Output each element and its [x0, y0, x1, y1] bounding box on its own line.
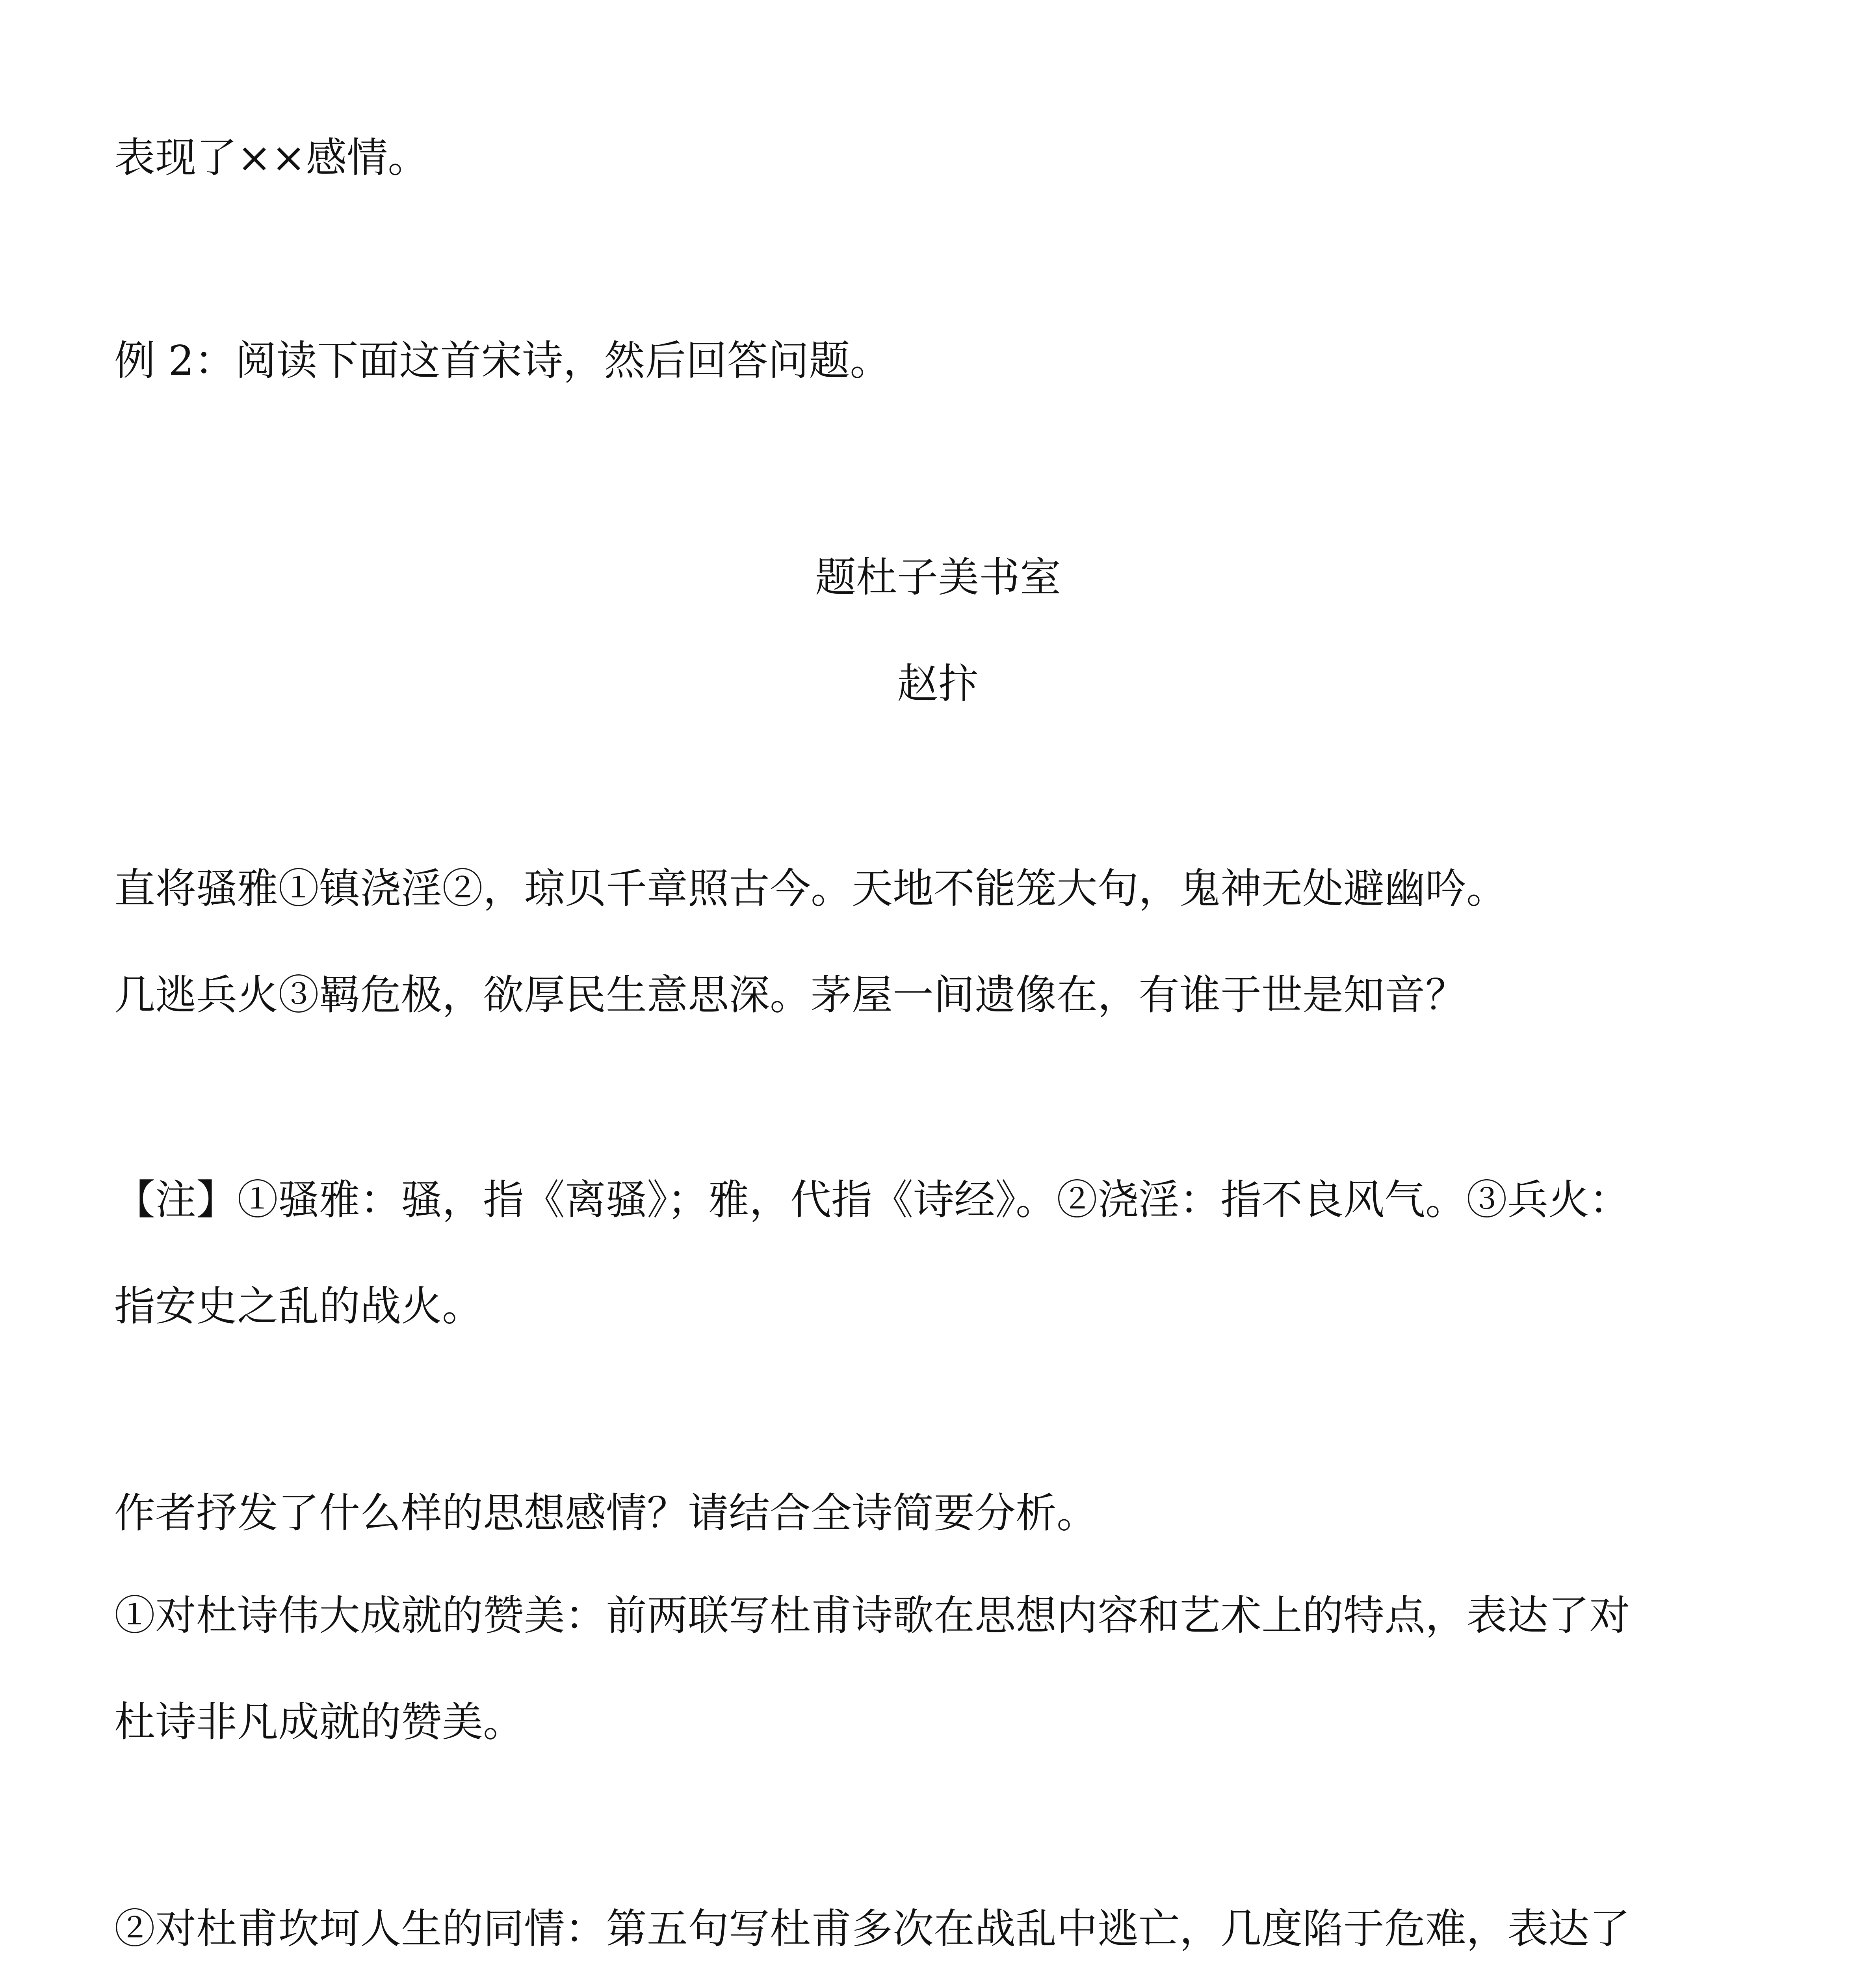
answer-line: ②对杜甫坎坷人生的同情：第五句写杜甫多次在战乱中逃亡，几度陷于危难，表达了	[114, 1905, 1631, 1953]
notes-line: 【注】①骚雅：骚，指《离骚》；雅，代指《诗经》。②浇淫：指不良风气。③兵火：	[114, 1176, 1631, 1224]
poem-author: 赵抃	[897, 660, 979, 708]
poem-line: 几逃兵火③羁危极，欲厚民生意思深。茅屋一间遗像在，有谁于世是知音？	[114, 971, 1467, 1019]
text-line: 表现了××感情。	[114, 134, 429, 182]
answer-line: 杜诗非凡成就的赞美。	[114, 1698, 524, 1746]
example-heading: 例 2：阅读下面这首宋诗，然后回答问题。	[114, 336, 891, 385]
poem-title: 题杜子美书室	[815, 553, 1061, 601]
poem-line: 直将骚雅①镇浇淫②，琼贝千章照古今。天地不能笼大句，鬼神无处避幽吟。	[114, 864, 1508, 913]
question: 作者抒发了什么样的思想感情？请结合全诗简要分析。	[114, 1489, 1098, 1537]
notes-line: 指安史之乱的战火。	[114, 1282, 483, 1330]
answer-line: ①对杜诗伟大成就的赞美：前两联写杜甫诗歌在思想内容和艺术上的特点，表达了对	[114, 1591, 1631, 1639]
